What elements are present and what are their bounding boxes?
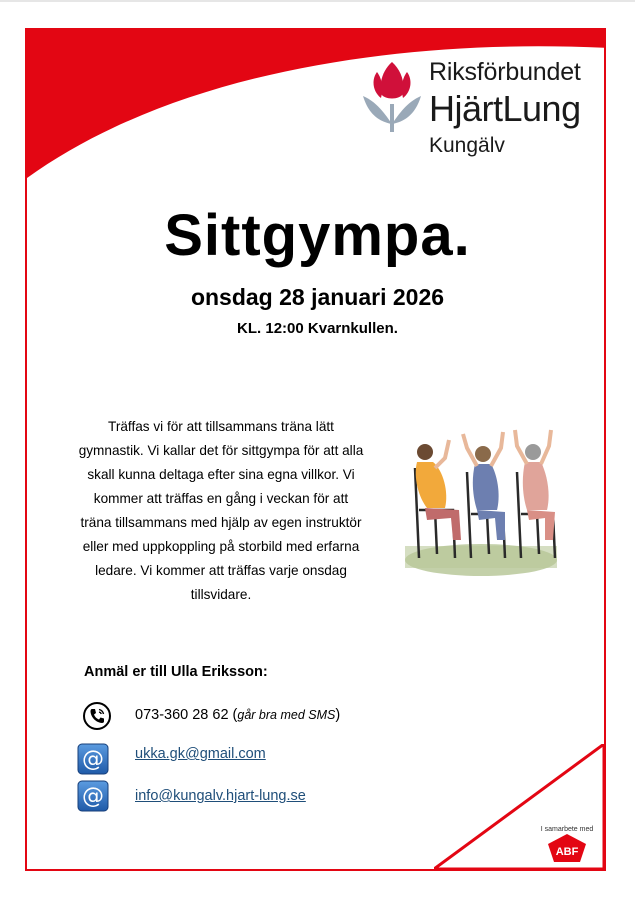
email-link-2[interactable] — [135, 788, 306, 804]
top-edge — [0, 0, 635, 2]
phone-note: går bra med SMS — [237, 708, 336, 722]
event-time-place: KL. 12:00 Kvarnkullen. — [237, 320, 398, 337]
abf-partner-logo — [527, 826, 606, 871]
abf-logo-icon — [547, 833, 587, 863]
signup-heading: Anmäl er till Ulla Eriksson: — [84, 664, 268, 680]
poster-frame — [25, 28, 606, 871]
email-address-2[interactable]: info@kungalv.hjart-lung.se — [135, 788, 306, 804]
phone-note-close: ) — [335, 707, 341, 723]
partner-caption: I samarbete med — [540, 826, 594, 833]
event-title: Sittgympa. — [164, 203, 471, 268]
tulip-logo-icon — [361, 60, 423, 132]
at-icon — [77, 743, 109, 775]
phone-note-open: ( — [228, 707, 238, 723]
logo-chapter-name: Kungälv — [429, 134, 505, 157]
chair-exercise-illustration — [405, 428, 557, 578]
hjartlung-logo — [359, 58, 604, 188]
logo-org-name: Riksförbundet — [429, 58, 581, 86]
event-description: Träffas vi för att tillsammans träna lätt gymnastik. Vi kallar det för sittgympa för att alla skall kunna deltaga efter sina egna villkor. Vi kommer att träffas en gång i veckan för att träna tillsammans med hjälp av egen instruktör eller med uppkoppling på storbild med erfarna ledare. Vi kommer att träffas varje onsdag tillsvidare. — [78, 419, 364, 602]
abf-logo-text: ABF — [555, 846, 579, 858]
logo-brand-name: HjärtLung — [429, 88, 581, 129]
phone-number[interactable] — [135, 707, 340, 723]
svg-text:@: @ — [82, 747, 104, 772]
svg-text:@: @ — [82, 784, 104, 809]
at-icon — [77, 780, 109, 812]
email-address-1[interactable]: ukka.gk@gmail.com — [135, 746, 266, 762]
phone-icon — [81, 700, 113, 732]
phone-number-value: 073-360 28 62 — [135, 707, 229, 723]
event-date: onsdag 28 januari 2026 — [190, 284, 445, 310]
email-link-1[interactable] — [135, 746, 266, 762]
